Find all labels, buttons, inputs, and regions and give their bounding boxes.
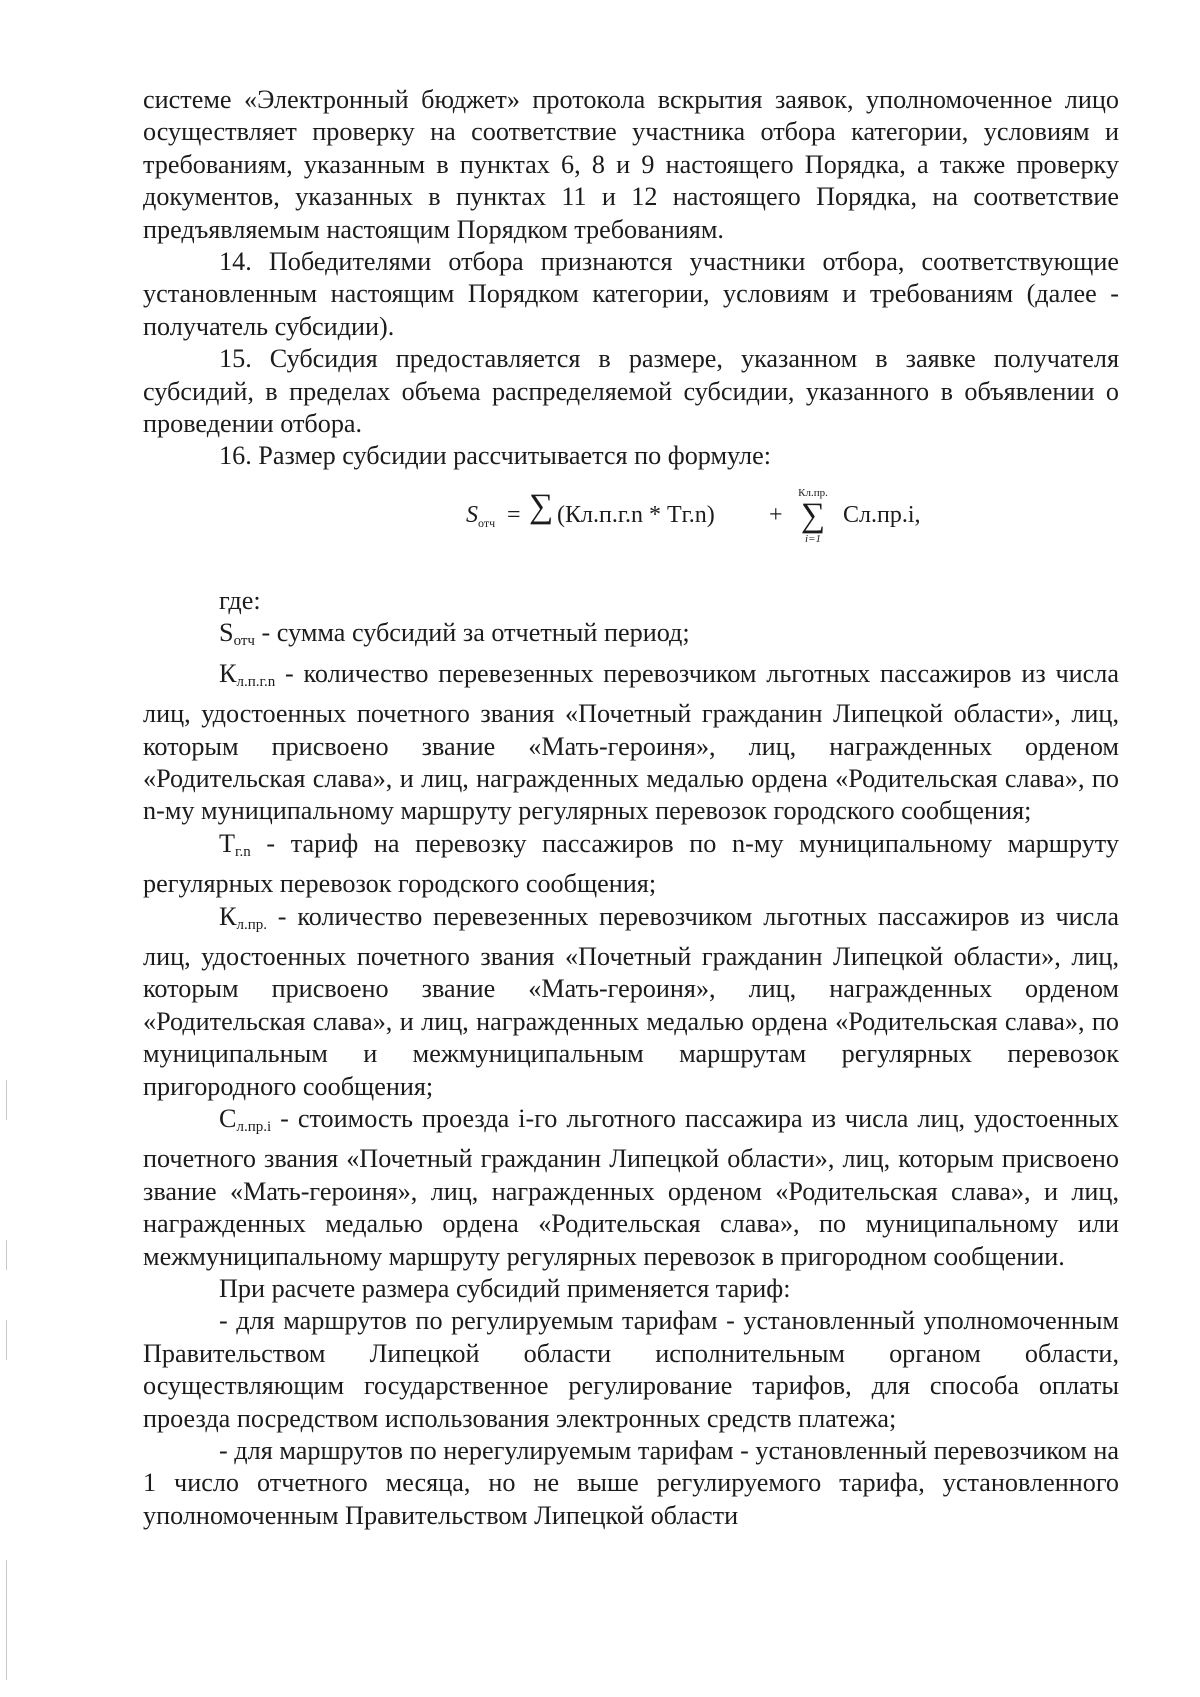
document-body	[143, 84, 1119, 1532]
definition-c	[143, 1103, 1119, 1273]
term-subscript: л.пр.i	[236, 1118, 272, 1135]
paragraph-16: 16. Размер субсидии рассчитывается по формуле:	[219, 441, 771, 471]
definition-k-suburban	[143, 901, 1119, 1103]
term-definition: - количество перевезенных перевозчиком льготных пассажиров из числа лиц, удостоенных почетного звания «Почетный гражданин Липецкой области», лиц, которым присвоено звание «Мать-героиня», лиц, награжденных орденом «Родительская слава», и лиц, награжденных медалью ордена «Родительская слава», по n-му муниципальному маршруту регулярных перевозок городского сообщения;	[143, 658, 1119, 826]
scan-edge-mark	[6, 1560, 7, 1680]
subsidy-formula	[143, 477, 1119, 551]
term-definition: - количество перевезенных перевозчиком льготных пассажиров из числа лиц, удостоенных почетного звания «Почетный гражданин Липецкой области», лиц, которым присвоено звание «Мать-героиня», лиц, награжденных орденом «Родительская слава», и лиц, награжденных медалью ордена «Родительская слава», по муниципальным и межмуниципальным маршрутам регулярных перевозок пригородного сообщения;	[143, 901, 1119, 1101]
definition-k-city	[143, 658, 1119, 828]
term-definition: - тариф на перевозку пассажиров по n-му муниципальному маршруту регулярных перевозок городского сообщения;	[143, 828, 1119, 899]
term-definition: - сумма субсидий за отчетный период;	[254, 618, 690, 648]
term-subscript: л.пр.	[236, 916, 267, 933]
paragraph-tariff-intro: При расчете размера субсидий применяется тариф:	[219, 1274, 791, 1303]
paragraph-where: где:	[219, 585, 261, 615]
term-subscript: отч	[233, 633, 255, 650]
formula-sum-sign-bounded: ∑	[800, 496, 826, 534]
formula-equals: =	[507, 501, 521, 528]
formula-lhs	[466, 499, 495, 573]
formula-bounded-sum	[793, 487, 833, 561]
formula-sum-upper-limit: Кл.пр.	[798, 486, 828, 499]
scan-edge-mark	[6, 1080, 7, 1120]
term-symbol: К	[219, 658, 237, 688]
scan-edge-mark	[6, 1240, 7, 1270]
formula-lhs-subscript: отч	[478, 515, 496, 530]
definition-s	[143, 617, 1119, 657]
term-symbol: К	[219, 901, 237, 931]
formula-cost-term: Сл.пр.i,	[843, 501, 921, 528]
paragraph-tariff-unregulated: - для маршрутов по нерегулируемым тарифам - установленный перевозчиком на 1 число отчетного месяца, но не выше регулируемого тарифа, установленного уполномоченным Правительством Липецкой области	[143, 1436, 1119, 1530]
paragraph-14: 14. Победителями отбора признаются участники отбора, соответствующие установленным настоящим Порядком категории, условиям и требованиям (далее - получатель субсидии).	[143, 247, 1119, 341]
term-subscript: л.п.г.n	[236, 673, 276, 690]
term-symbol: Т	[219, 828, 235, 858]
paragraph-15: 15. Субсидия предоставляется в размере, указанном в заявке получателя субсидий, в пределах объема распределяемой субсидии, указанного в объявлении о проведении отбора.	[143, 344, 1119, 439]
paragraph-tariff-regulated: - для маршрутов по регулируемым тарифам - установленный уполномоченным Правительством Липецкой области исполнительным органом области, осуществляющим государственное регулирование тарифов, для способа оплаты проезда посредством использования электронных средств платежа;	[143, 1306, 1119, 1433]
definition-t	[143, 828, 1119, 901]
formula-product-term: (Кл.п.г.n * Тг.n)	[557, 501, 715, 528]
scan-edge-mark	[6, 1320, 7, 1360]
formula-lhs-symbol: S	[466, 501, 478, 528]
paragraph-intro: системе «Электронный бюджет» протокола вскрытия заявок, уполномоченное лицо осуществляет проверку на соответствие участника отбора категории, условиям и требованиям, указанным в пунктах 6, 8 и 9 настоящего Порядка, а также проверку документов, указанных в пунктах 11 и 12 настоящего Порядка, на соответствие предъявляемым настоящим Порядком требованиям.	[143, 85, 1119, 244]
formula-sum-sign: ∑	[529, 487, 554, 525]
formula-sum-lower-limit: i=1	[805, 532, 821, 545]
term-symbol: С	[219, 1103, 237, 1133]
formula-plus: +	[769, 501, 783, 528]
term-definition: - стоимость проезда i-го льготного пассажира из числа лиц, удостоенных почетного звания «Почетный гражданин Липецкой области», лиц, которым присвоено звание «Мать-героиня», лиц, награжденных орденом «Родительская слава», и лиц, награжденных медалью ордена «Родительская слава», по муниципальному или межмуниципальному маршруту регулярных перевозок в пригородном сообщении.	[143, 1103, 1119, 1271]
term-symbol: S	[219, 618, 234, 648]
term-subscript: г.n	[235, 843, 251, 860]
